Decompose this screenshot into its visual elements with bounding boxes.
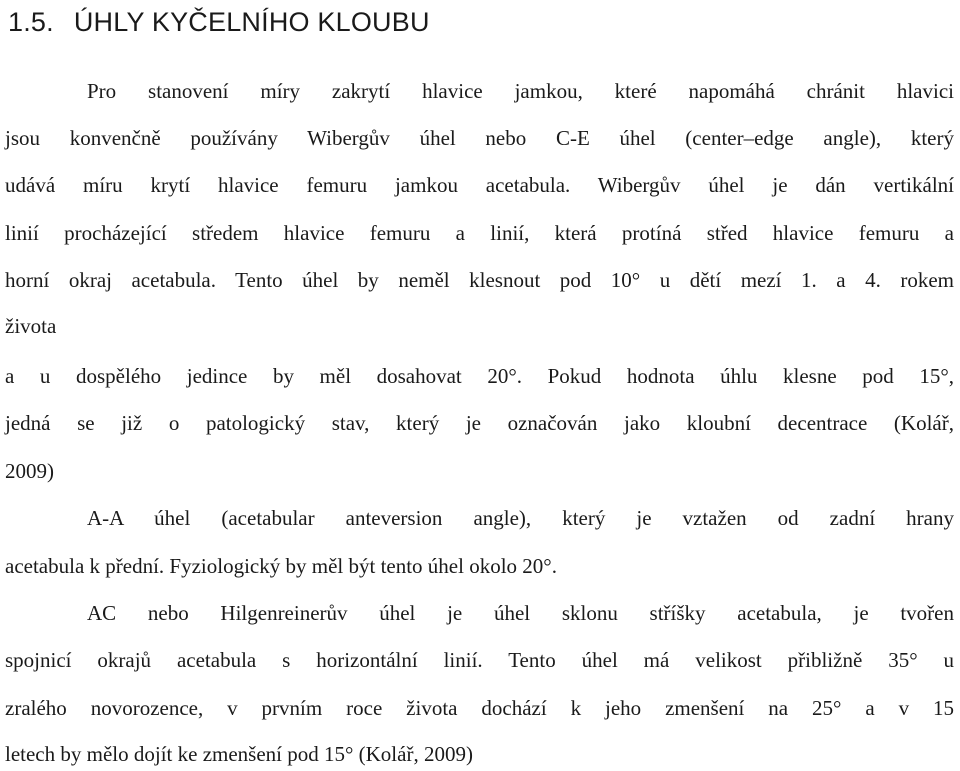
paragraph-line: jedná se již o patologický stav, který je označován jako kloubní decentrace (Kolář, <box>5 411 954 435</box>
paragraph-line: a u dospělého jedince by měl dosahovat 20°. Pokud hodnota úhlu klesne pod 15°, <box>5 364 954 388</box>
paragraph-line: letech by mělo dojít ke zmenšení pod 15° (Kolář, 2009) <box>5 742 473 766</box>
paragraph-line: udává míru krytí hlavice femuru jamkou acetabula. Wibergův úhel je dán vertikální <box>5 173 954 197</box>
paragraph-line: linií procházející středem hlavice femuru a linií, která protíná střed hlavice femuru a <box>5 221 954 245</box>
section-heading <box>8 4 430 40</box>
paragraph-line: A-A úhel (acetabular anteversion angle), který je vztažen od zadní hrany <box>87 506 954 530</box>
paragraph-line: života <box>5 314 57 338</box>
paragraph-line: jsou konvenčně používány Wibergův úhel nebo C-E úhel (center–edge angle), který <box>5 126 954 150</box>
paragraph-line: 2009) <box>5 459 54 483</box>
paragraph-line: spojnicí okrajů acetabula s horizontální linií. Tento úhel má velikost přibližně 35° u <box>5 648 954 672</box>
paragraph-line: Pro stanovení míry zakrytí hlavice jamkou, které napomáhá chránit hlavici <box>87 79 954 103</box>
paragraph-line: AC nebo Hilgenreinerův úhel je úhel sklonu stříšky acetabula, je tvořen <box>87 601 954 625</box>
section-title: ÚHLY KYČELNÍHO KLOUBU <box>73 7 430 37</box>
paragraph-line: acetabula k přední. Fyziologický by měl být tento úhel okolo 20°. <box>5 554 557 578</box>
paragraph-line: horní okraj acetabula. Tento úhel by neměl klesnout pod 10° u dětí mezí 1. a 4. rokem <box>5 268 954 292</box>
paragraph-line: zralého novorozence, v prvním roce života dochází k jeho zmenšení na 25° a v 15 <box>5 696 954 720</box>
section-number: 1.5. <box>8 7 54 37</box>
